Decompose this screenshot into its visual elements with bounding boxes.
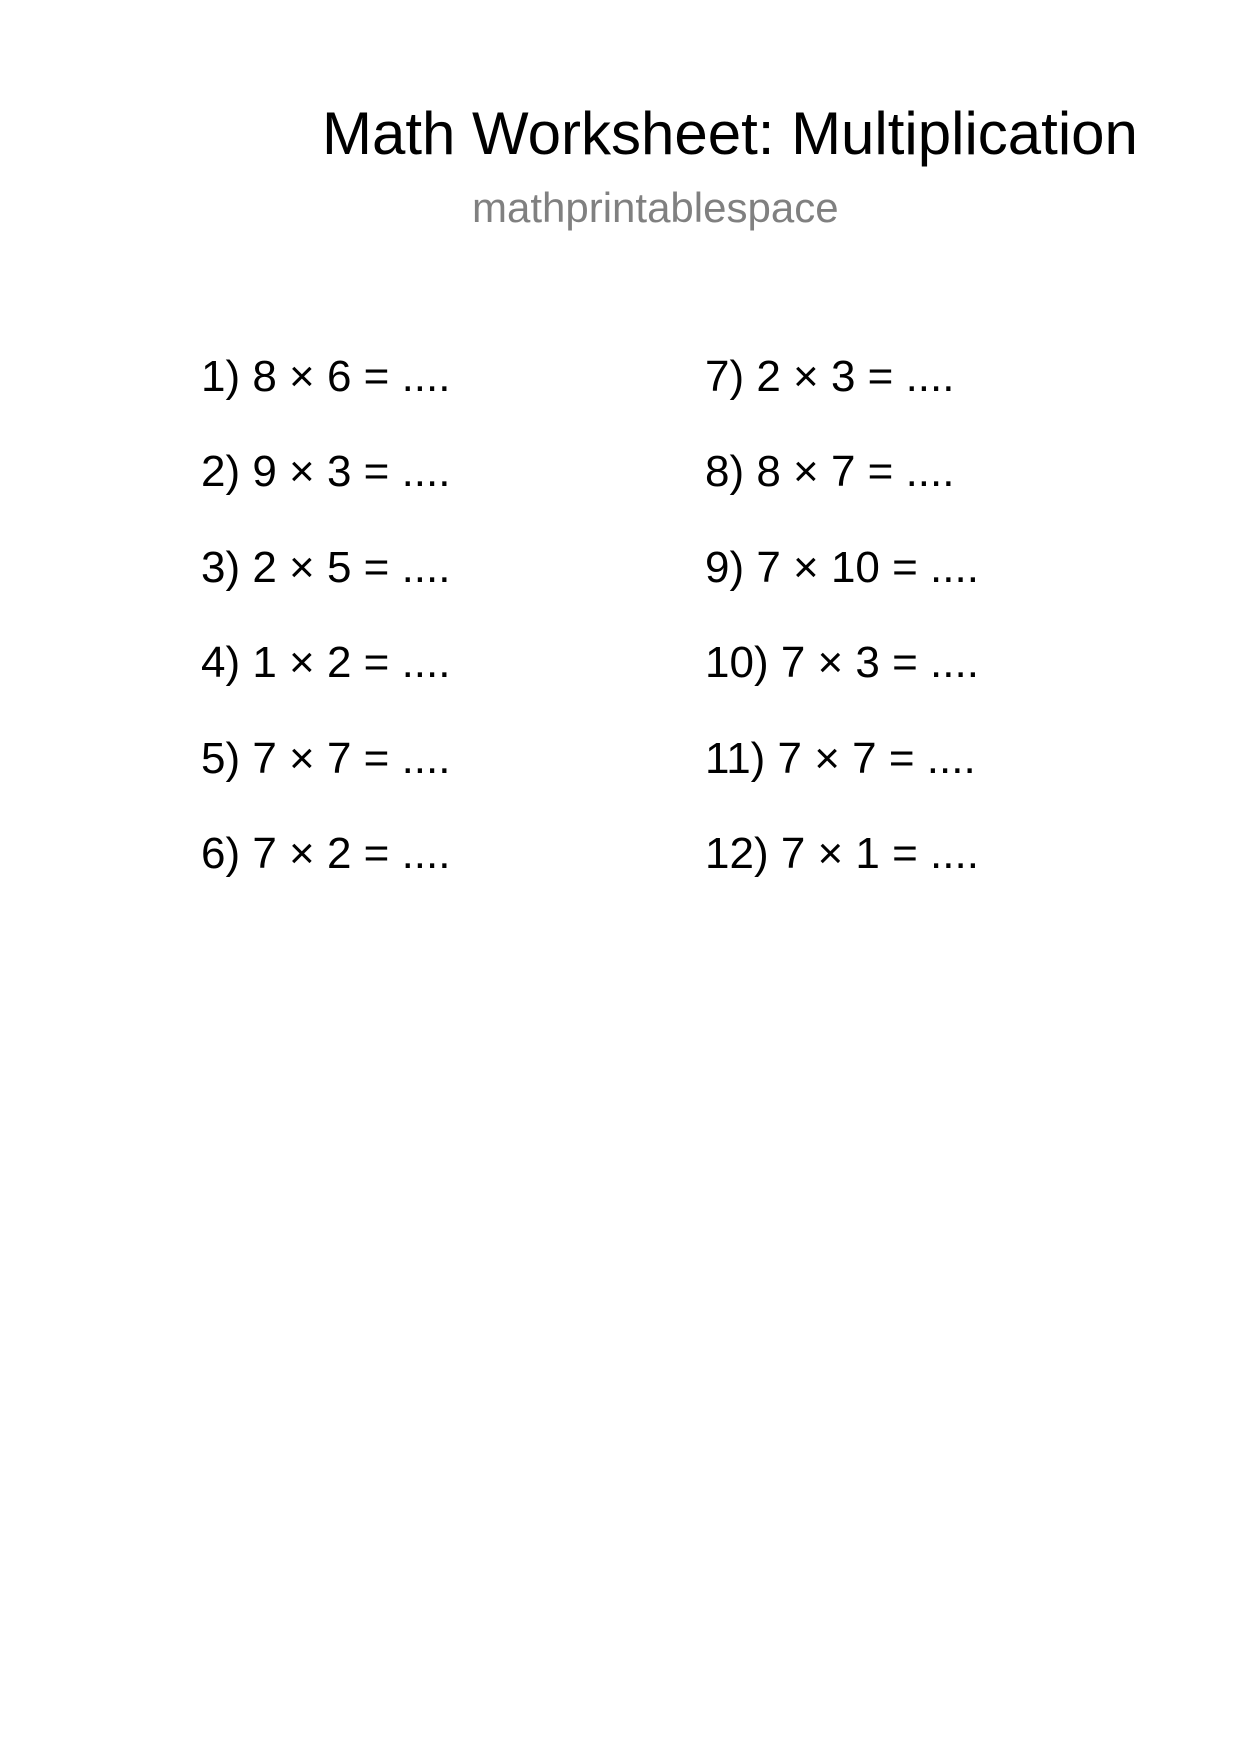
problem-item: 7) 2 × 3 = .... [705,352,955,401]
page-subtitle: mathprintablespace [472,184,839,231]
problem-item: 5) 7 × 7 = .... [201,734,451,783]
problem-item: 1) 8 × 6 = .... [201,352,451,401]
problem-item: 4) 1 × 2 = .... [201,638,451,687]
problem-item: 12) 7 × 1 = .... [705,829,979,878]
problem-item: 8) 8 × 7 = .... [705,447,955,496]
problem-item: 2) 9 × 3 = .... [201,447,451,496]
problem-item: 11) 7 × 7 = .... [705,734,976,783]
problem-item: 6) 7 × 2 = .... [201,829,451,878]
problem-item: 9) 7 × 10 = .... [705,543,979,592]
page-title: Math Worksheet: Multiplication [322,100,1138,167]
problem-item: 3) 2 × 5 = .... [201,543,451,592]
problem-item: 10) 7 × 3 = .... [705,638,979,687]
